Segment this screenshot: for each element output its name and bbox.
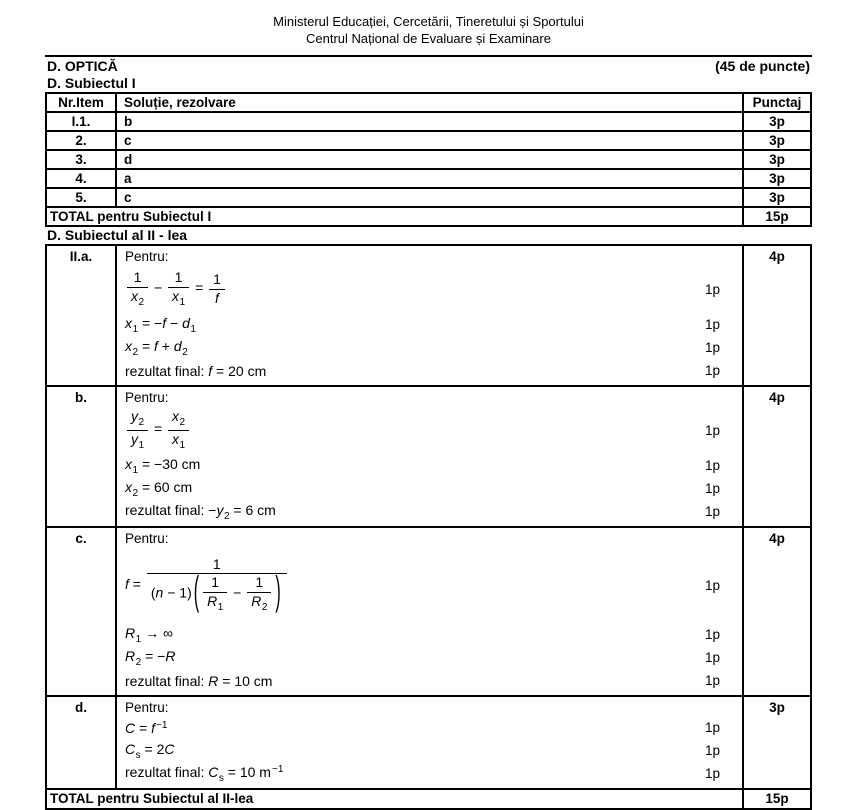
evaluation-center-title: Centrul Național de Evaluare și Examinare [306, 31, 551, 46]
solution-intro: Pentru: [125, 249, 169, 264]
header-punctaj: Punctaj [743, 93, 811, 112]
formula: f = 1 (n − 1) ( $\frac{1}{R_1}$ − $\frac{1}{R_2}$ ) [125, 556, 289, 615]
item-score: 4p [743, 527, 811, 696]
document-header [45, 0, 812, 55]
item-number: b. [46, 386, 116, 527]
solution-line [125, 454, 742, 477]
formula: $x_2 = f + d_2$ [125, 337, 188, 358]
item-number: c. [46, 527, 116, 696]
solution-cell [116, 527, 743, 696]
section-heading [45, 55, 812, 75]
solution-cell [116, 245, 743, 386]
solution-cell [116, 696, 743, 789]
item-score: 3p [743, 188, 811, 207]
solution-line [125, 406, 742, 454]
solution-line [125, 669, 742, 692]
table-row [46, 527, 811, 696]
item-number: d. [46, 696, 116, 789]
header-nr-item: Nr.Item [46, 93, 116, 112]
solution-intro: Pentru: [125, 390, 169, 405]
line-points: 1p [704, 363, 720, 378]
ministry-title: Ministerul Educației, Cercetării, Tineretului și Sportului [273, 14, 584, 29]
table-row [46, 696, 811, 789]
total-row [46, 789, 811, 809]
solution-line [125, 313, 742, 336]
item-score: 3p [743, 696, 811, 789]
solution-line [125, 739, 742, 762]
line-points: 1p [704, 673, 720, 688]
item-answer: d [116, 150, 743, 169]
formula: rezultat final: R = 10 cm [125, 672, 273, 689]
item-number: II.a. [46, 245, 116, 386]
formula: $x_2 = 60$ cm [125, 478, 193, 499]
item-number: 2. [46, 131, 116, 150]
solution-line [125, 623, 742, 646]
formula: $\frac{y_2}{y_1}$ = $\frac{x_2}{x_1}$ [125, 408, 191, 452]
formula: rezultat final: $C_s = 10$ $m^{-1}$ [125, 763, 284, 784]
item-number: 4. [46, 169, 116, 188]
table-row [46, 386, 811, 527]
item-answer: b [116, 112, 743, 131]
table-row [46, 245, 811, 386]
solution-cell [116, 386, 743, 527]
solution-line [125, 500, 742, 523]
item-number: 5. [46, 188, 116, 207]
item-number: I.1. [46, 112, 116, 131]
total-row [46, 207, 811, 226]
item-score: 3p [743, 150, 811, 169]
solution-line [125, 265, 742, 313]
formula: $x_1 = -30$ cm [125, 455, 201, 476]
line-points: 1p [704, 766, 720, 781]
line-points: 1p [704, 422, 720, 438]
line-points: 1p [704, 577, 720, 593]
item-score: 3p [743, 131, 811, 150]
table-header-row [46, 93, 811, 112]
formula: rezultat final: f = 20 cm [125, 362, 267, 379]
line-points: 1p [704, 743, 720, 758]
formula: $\frac{1}{x_2}$ − $\frac{1}{x_1}$ = $\frac{1}{f}$ [125, 269, 227, 309]
line-points: 1p [704, 481, 720, 496]
total-label: TOTAL pentru Subiectul I [46, 207, 743, 226]
item-answer: c [116, 131, 743, 150]
line-points: 1p [704, 340, 720, 355]
table-row [46, 112, 811, 131]
line-points: 1p [704, 627, 720, 642]
section-points: (45 de puncte) [715, 58, 810, 74]
solution-intro: Pentru: [125, 531, 169, 546]
formula: $R_1$ → ∞ [125, 624, 173, 645]
solution-line [125, 646, 742, 669]
solution-line [125, 762, 742, 785]
subject1-title: D. Subiectul I [47, 75, 136, 91]
section-title: D. OPTICĂ [47, 58, 118, 74]
formula: $C_s = 2C$ [125, 740, 175, 761]
solution-line [125, 359, 742, 382]
line-points: 1p [704, 650, 720, 665]
total-label: TOTAL pentru Subiectul al II-lea [46, 789, 743, 809]
item-score: 3p [743, 112, 811, 131]
item-answer: a [116, 169, 743, 188]
line-points: 1p [704, 504, 720, 519]
total-score: 15p [743, 207, 811, 226]
total-score: 15p [743, 789, 811, 809]
table-row [46, 150, 811, 169]
solution-line [125, 477, 742, 500]
line-points: 1p [704, 281, 720, 297]
formula: $C = f^{-1}$ [125, 719, 168, 736]
subject2-table [45, 244, 812, 810]
item-score: 4p [743, 245, 811, 386]
solution-intro: Pentru: [125, 700, 169, 715]
item-score: 3p [743, 169, 811, 188]
table-row [46, 131, 811, 150]
formula: $R_2 = -R$ [125, 647, 176, 668]
table-row [46, 169, 811, 188]
line-points: 1p [704, 720, 720, 735]
table-row [46, 188, 811, 207]
item-score: 4p [743, 386, 811, 527]
formula: rezultat final: $-y_2 = 6$ cm [125, 501, 276, 522]
solution-line [125, 336, 742, 359]
solution-line [125, 547, 742, 623]
item-number: 3. [46, 150, 116, 169]
subject1-table [45, 92, 812, 227]
document-page [45, 0, 812, 810]
header-solution: Soluție, rezolvare [116, 93, 743, 112]
formula: $x_1 = -f - d_1$ [125, 314, 196, 335]
line-points: 1p [704, 458, 720, 473]
line-points: 1p [704, 317, 720, 332]
item-answer: c [116, 188, 743, 207]
solution-line [125, 716, 742, 739]
subject2-title: D. Subiectul al II - lea [47, 227, 188, 243]
